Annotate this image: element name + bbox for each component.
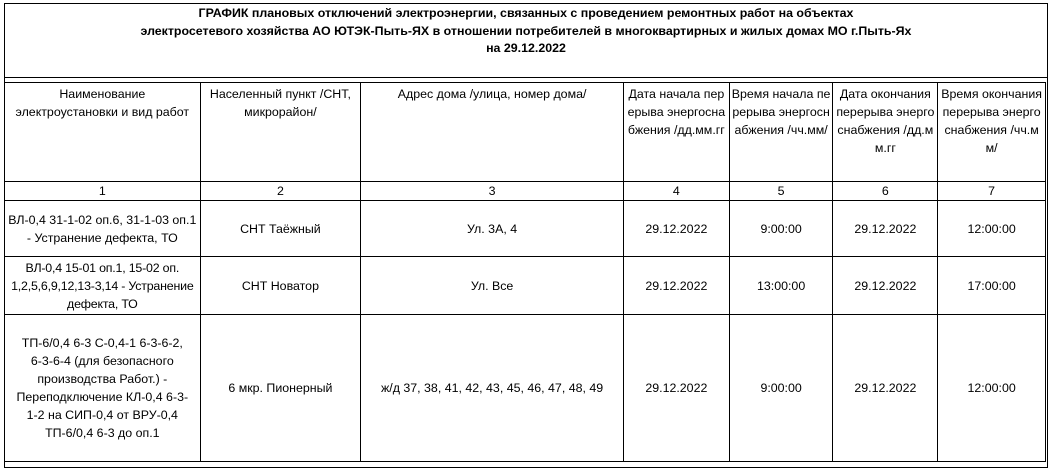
title-line-1: ГРАФИК плановых отключений электроэнергии, связанных с проведением ремонтных работ на объектах <box>198 6 854 20</box>
end-date: 29.12.2022 <box>833 257 938 315</box>
house-address: Ул. Все <box>361 257 624 315</box>
column-number: 1 <box>5 182 201 201</box>
column-number: 4 <box>623 182 729 201</box>
table-row <box>5 315 1046 462</box>
column-number-row <box>5 182 1046 201</box>
house-address: Ул. 3А, 4 <box>361 201 624 257</box>
work-description: ВЛ-0,4 31-1-02 оп.6, 31-1-03 оп.1 - Устранение дефекта, ТО <box>5 201 201 257</box>
start-time: 9:00:00 <box>729 201 833 257</box>
house-address: ж/д 37, 38, 41, 42, 43, 45, 46, 47, 48, 49 <box>361 315 624 462</box>
work-description: ТП-6/0,4 6-3 С-0,4-1 6-3-6-2, 6-3-6-4 (для безопасного производства Работ.) - Переподключение КЛ-0,4 6-3-1-2 на СИП-0,4 от ВРУ-0,4 ТП-6/0,4 6-3 до оп.1 <box>5 315 201 462</box>
header-work: Наименование электроустановки и вид работ <box>5 83 201 182</box>
column-number: 2 <box>200 182 361 201</box>
outage-schedule-table <box>4 82 1046 462</box>
start-date: 29.12.2022 <box>623 315 729 462</box>
work-description: ВЛ-0,4 15-01 оп.1, 15-02 оп. 1,2,5,6,9,12,13-3,14 - Устранение дефекта, ТО <box>5 257 201 315</box>
column-number: 6 <box>833 182 938 201</box>
column-number: 7 <box>938 182 1046 201</box>
column-number: 5 <box>729 182 833 201</box>
title-line-3: на 29.12.2022 <box>486 41 566 55</box>
column-number: 3 <box>361 182 624 201</box>
start-date: 29.12.2022 <box>623 257 729 315</box>
document-title <box>5 4 1047 78</box>
table-row <box>5 201 1046 257</box>
header-start-date: Дата начала перерыва энергоснабжения /дд.мм.гг <box>623 83 729 182</box>
settlement: СНТ Новатор <box>200 257 361 315</box>
start-date: 29.12.2022 <box>623 201 729 257</box>
title-line-2: электросетевого хозяйства АО ЮТЭК-Пыть-ЯХ в отношении потребителей в многоквартирных и жилых домах МО г.Пыть-Ях <box>140 23 912 38</box>
header-end-time: Время окончания перерыва энергоснабжения /чч.мм/ <box>938 83 1046 182</box>
end-time: 12:00:00 <box>938 201 1046 257</box>
header-start-time: Время начала перерыва энергоснабжения /чч.мм/ <box>729 83 833 182</box>
schedule-sheet <box>4 3 1048 468</box>
start-time: 13:00:00 <box>729 257 833 315</box>
settlement: 6 мкр. Пионерный <box>200 315 361 462</box>
header-settlement: Населенный пункт /СНТ, микрорайон/ <box>200 83 361 182</box>
end-date: 29.12.2022 <box>833 201 938 257</box>
table-header-row <box>5 83 1046 182</box>
end-time: 17:00:00 <box>938 257 1046 315</box>
end-time: 12:00:00 <box>938 315 1046 462</box>
header-end-date: Дата окончания перерыва энергоснабжения /дд.мм.гг <box>833 83 938 182</box>
end-date: 29.12.2022 <box>833 315 938 462</box>
start-time: 9:00:00 <box>729 315 833 462</box>
settlement: СНТ Таёжный <box>200 201 361 257</box>
table-row <box>5 257 1046 315</box>
header-address: Адрес дома /улица, номер дома/ <box>361 83 624 182</box>
